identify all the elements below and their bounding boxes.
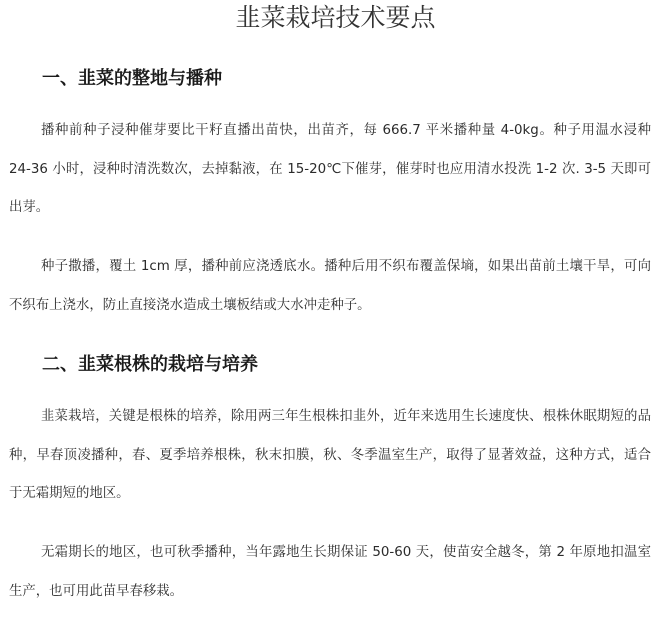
paragraph-1-2: 种子撒播，覆土 1cm 厚，播种前应浇透底水。播种后用不织布覆盖保墒，如果出苗前土壤干旱，可向不织布上浇水，防止直接浇水造成土壤板结或大水冲走种子。 xyxy=(9,259,651,313)
paragraph-2-1: 韭菜栽培，关键是根株的培养，除用两三年生根株扣韭外，近年来选用生长速度快、根株休眠期短的品种，早春顶凌播种，春、夏季培养根株，秋末扣膜，秋、冬季温室生产，取得了显著效益，这种方式，适合于无霜期短的地区。 xyxy=(9,409,651,501)
section-heading-1: 一、韭菜的整地与播种 xyxy=(42,68,222,89)
section-heading-2: 二、韭菜根株的栽培与培养 xyxy=(42,354,258,375)
paragraph-2-2: 无霜期长的地区，也可秋季播种，当年露地生长期保证 50-60 天，使苗安全越冬，第 2 年原地扣温室生产，也可用此苗早春移栽。 xyxy=(9,545,651,599)
page-title: 韭菜栽培技术要点 xyxy=(235,3,436,32)
paragraph-1-1: 播种前种子浸种催芽要比干籽直播出苗快，出苗齐，每 666.7 平米播种量 4-0kg。种子用温水浸种 24-36 小时，浸种时清洗数次，去掉黏液，在 15-20℃下催芽，催芽时也应用清水投洗 1-2 次. 3-5 天即可出芽。 xyxy=(9,123,651,215)
